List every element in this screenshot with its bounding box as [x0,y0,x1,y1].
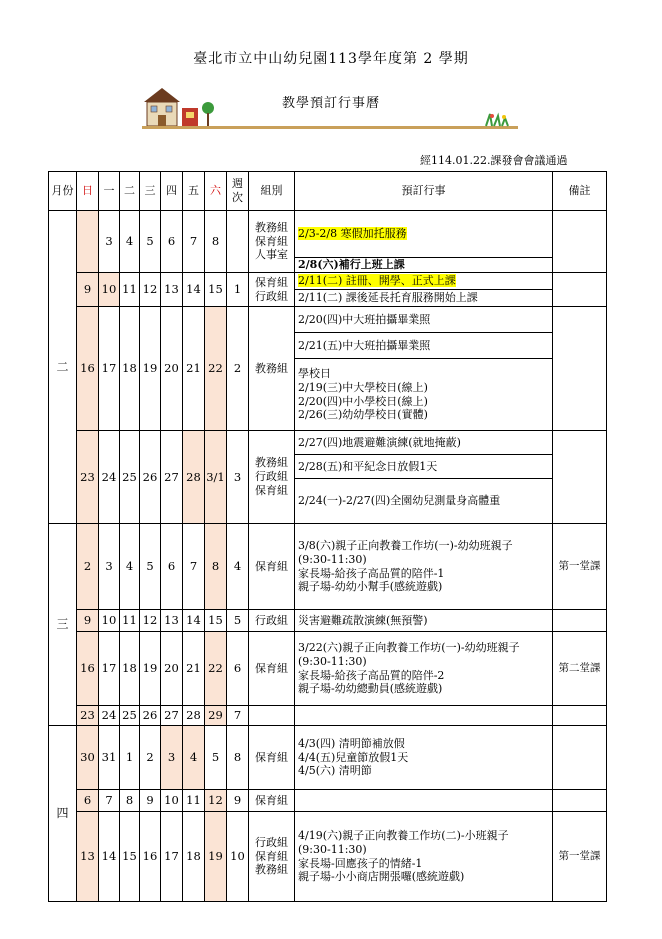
page-title: 臺北市立中山幼兒園113學年度第 2 學期 [193,51,469,67]
day-cell: 15 [205,610,227,632]
event-line [298,567,552,581]
day-cell: 11 [120,273,140,307]
unit-label: 教務組 [255,456,288,470]
event-text: 2/11(二) 課後延長托育服務開始上課 [298,291,478,305]
table-row [49,632,607,706]
day-cell: 26 [140,431,161,524]
day-cell: 20 [161,307,183,431]
day-cell: 16 [77,307,99,431]
event-text: 2/11(二) 註冊、開學、正式上課 [298,274,456,288]
event-line [298,614,552,628]
event-line [298,737,552,751]
day-cell: 12 [140,610,161,632]
event-line [298,381,552,395]
unit-cell [249,812,295,902]
event-cell [295,211,553,258]
day-cell: 14 [99,812,120,902]
note-cell [553,431,607,524]
unit-label: 保育組 [255,275,288,289]
day-cell: 17 [99,632,120,706]
week-number: 9 [227,790,249,812]
day-cell: 22 [205,632,227,706]
day-cell: 29 [205,706,227,726]
day-cell: 15 [205,273,227,307]
week-number: 3 [227,431,249,524]
day-cell: 5 [140,524,161,610]
day-cell: 12 [205,790,227,812]
day-cell: 13 [161,610,183,632]
unit-label: 保育組 [255,234,288,248]
unit-label: 行政組 [255,470,288,484]
table-row [49,307,607,333]
note-cell [553,726,607,790]
event-cell [295,726,553,790]
grass-icon [486,114,508,126]
event-cell [295,359,553,431]
day-cell: 2 [77,524,99,610]
day-cell: 6 [161,211,183,273]
note-cell [553,273,607,307]
event-line [298,669,552,683]
table-row [49,524,607,610]
event-line [298,539,552,553]
day-cell: 8 [120,790,140,812]
event-line [298,460,552,474]
day-cell: 6 [77,790,99,812]
page-subtitle: 教學預訂行事曆 [281,96,380,111]
day-cell: 19 [205,812,227,902]
col-notes: 備註 [553,172,607,211]
day-cell: 4 [183,726,205,790]
day-cell: 17 [161,812,183,902]
schedule-table [48,171,607,902]
day-cell: 28 [183,706,205,726]
event-line [298,367,552,381]
table-row [49,211,607,258]
day-cell: 8 [205,524,227,610]
day-cell: 6 [161,524,183,610]
event-text: 學校日 [298,367,331,380]
day-cell: 13 [161,273,183,307]
day-cell: 5 [205,726,227,790]
table-row [49,706,607,726]
day-cell: 10 [99,610,120,632]
unit-cell [249,431,295,524]
event-cell [295,706,553,726]
month-cell: 二 [49,211,77,524]
day-cell: 26 [140,706,161,726]
day-cell: 14 [183,273,205,307]
day-cell: 17 [99,307,120,431]
event-line [298,291,552,305]
week-number: 1 [227,273,249,307]
day-cell: 7 [183,524,205,610]
event-text: 2/21(五)中大班拍攝畢業照 [298,338,431,352]
event-text: 家長場-給孩子高品質的陪伴-1 [298,566,445,580]
day-cell [77,211,99,273]
table-row [49,812,607,902]
note-cell: 第二堂課 [553,632,607,706]
unit-label: 行政組 [255,613,288,627]
header-row [49,172,607,211]
day-cell: 18 [120,632,140,706]
event-text: 2/19(三)中大學校日(線上) [298,380,428,394]
note-cell [553,307,607,431]
event-text: 家長場-回應孩子的情緒-1 [298,856,423,870]
day-cell: 7 [183,211,205,273]
day-cell: 15 [120,812,140,902]
event-line [298,258,552,272]
event-cell [295,610,553,632]
day-cell: 18 [183,812,205,902]
week-number [227,211,249,273]
event-line [298,843,552,857]
table-row [49,273,607,290]
day-cell: 25 [120,431,140,524]
day-cell: 27 [161,706,183,726]
event-text: 2/20(四)中小學校日(線上) [298,394,428,408]
event-text: 4/3(四) 清明節補放假 [298,736,405,750]
event-text: 2/28(五)和平紀念日放假1天 [298,459,438,473]
day-cell: 24 [99,706,120,726]
event-line [298,274,552,288]
unit-label: 保育組 [255,750,288,764]
event-text: 親子場-小小商店開張囉(感統遊戲) [298,870,465,884]
event-line [298,580,552,594]
event-line [298,395,552,409]
event-line [298,641,552,655]
approval-note: 經114.01.22.課發會會議通過 [420,154,568,167]
event-cell [295,812,553,902]
event-text: 3/22(六)親子正向教養工作坊(一)-幼幼班親子 [298,641,520,654]
week-number: 5 [227,610,249,632]
unit-label: 保育組 [255,793,288,807]
day-cell: 1 [120,726,140,790]
col-sun: 日 [77,172,99,211]
day-cell: 9 [77,610,99,632]
day-cell: 14 [183,610,205,632]
unit-label: 教務組 [255,863,288,877]
note-cell [553,706,607,726]
event-text: 災害避難疏散演練(無預警) [298,613,428,627]
col-fri: 五 [183,172,205,211]
note-cell [553,610,607,632]
event-line [298,655,552,669]
day-cell: 23 [77,431,99,524]
day-cell: 12 [140,273,161,307]
event-cell [295,431,553,455]
unit-label: 保育組 [255,559,288,573]
table-row [49,726,607,790]
week-number: 10 [227,812,249,902]
event-text: 親子場-幼幼小幫手(感統遊戲) [298,580,443,594]
day-cell: 16 [77,632,99,706]
event-cell [295,632,553,706]
week-number: 6 [227,632,249,706]
event-cell [295,479,553,524]
unit-cell [249,610,295,632]
day-cell: 22 [205,307,227,431]
event-line [298,313,552,327]
event-text: 2/8(六)補行上班上課 [298,258,405,272]
event-text: 2/20(四)中大班拍攝畢業照 [298,312,431,326]
day-cell: 7 [99,790,120,812]
event-cell [295,258,553,273]
day-cell: 31 [99,726,120,790]
unit-cell [249,632,295,706]
day-cell: 18 [120,307,140,431]
event-line [298,408,552,422]
event-cell [295,790,553,812]
day-cell: 27 [161,431,183,524]
event-text: 4/19(六)親子正向教養工作坊(二)-小班親子 [298,829,509,842]
unit-cell [249,790,295,812]
col-month: 月份 [49,172,77,211]
event-cell [295,524,553,610]
day-cell: 3 [99,524,120,610]
day-cell: 5 [140,211,161,273]
event-line [298,227,552,241]
event-line [298,436,552,450]
day-cell: 19 [140,307,161,431]
unit-label: 教務組 [255,361,288,375]
week-number: 2 [227,307,249,431]
unit-cell [249,273,295,307]
note-cell [553,211,607,273]
event-line [298,870,552,884]
day-cell: 4 [120,524,140,610]
note-cell: 第一堂課 [553,812,607,902]
unit-cell [249,524,295,610]
day-cell: 3/1 [205,431,227,524]
event-line [298,857,552,871]
event-line [298,829,552,843]
unit-cell [249,307,295,431]
day-cell: 28 [183,431,205,524]
col-week: 週次 [227,172,249,211]
day-cell: 3 [99,211,120,273]
event-line [298,682,552,696]
event-line [298,751,552,765]
unit-label: 行政組 [255,289,288,303]
col-wed: 三 [140,172,161,211]
event-text: (9:30-11:30) [298,654,367,668]
event-text: 2/26(三)幼幼學校日(實體) [298,408,428,422]
event-text: (9:30-11:30) [298,842,367,856]
month-cell: 三 [49,524,77,726]
col-mon: 一 [99,172,120,211]
event-line [298,339,552,353]
day-cell: 11 [120,610,140,632]
unit-cell [249,706,295,726]
day-cell: 21 [183,632,205,706]
day-cell: 10 [99,273,120,307]
note-cell: 第一堂課 [553,524,607,610]
col-sat: 六 [205,172,227,211]
table-row [49,431,607,455]
unit-label: 行政組 [255,835,288,849]
event-text: 2/24(一)-2/27(四)全園幼兒測量身高體重 [298,494,501,508]
col-tue: 二 [120,172,140,211]
event-text: 3/8(六)親子正向教養工作坊(一)-幼幼班親子 [298,539,513,552]
day-cell: 21 [183,307,205,431]
day-cell: 3 [161,726,183,790]
day-cell: 8 [205,211,227,273]
event-cell [295,455,553,479]
unit-label: 人事室 [255,248,288,262]
event-text: 2/27(四)地震避難演練(就地掩蔽) [298,435,461,449]
day-cell: 24 [99,431,120,524]
day-cell: 20 [161,632,183,706]
day-cell: 13 [77,812,99,902]
event-text: 4/4(五)兒童節放假1天 [298,750,409,764]
event-text: 親子場-幼幼總動員(感統遊戲) [298,682,443,696]
table-row [49,610,607,632]
note-cell [553,790,607,812]
col-events: 預訂行事 [295,172,553,211]
event-cell [295,307,553,333]
day-cell: 30 [77,726,99,790]
day-cell: 19 [140,632,161,706]
unit-label: 保育組 [255,483,288,497]
day-cell: 10 [161,790,183,812]
event-line [298,764,552,778]
event-line [298,494,552,508]
week-number: 4 [227,524,249,610]
event-cell [295,333,553,359]
col-unit: 組別 [249,172,295,211]
unit-label: 保育組 [255,849,288,863]
event-text: (9:30-11:30) [298,552,367,566]
unit-cell [249,726,295,790]
col-thu: 四 [161,172,183,211]
event-cell [295,273,553,290]
event-text: 家長場-給孩子高品質的陪伴-2 [298,668,445,682]
day-cell: 16 [140,812,161,902]
day-cell: 2 [140,726,161,790]
day-cell: 25 [120,706,140,726]
unit-label: 教務組 [255,220,288,234]
table-row [49,790,607,812]
day-cell: 4 [120,211,140,273]
week-number: 8 [227,726,249,790]
day-cell: 11 [183,790,205,812]
day-cell: 9 [77,273,99,307]
event-cell [295,290,553,307]
day-cell: 23 [77,706,99,726]
week-number: 7 [227,706,249,726]
unit-cell [249,211,295,273]
day-cell: 9 [140,790,161,812]
event-line [298,553,552,567]
unit-label: 保育組 [255,661,288,675]
event-text: 2/3-2/8 寒假加托服務 [298,227,407,241]
event-text: 4/5(六) 清明節 [298,764,372,778]
month-cell: 四 [49,726,77,902]
